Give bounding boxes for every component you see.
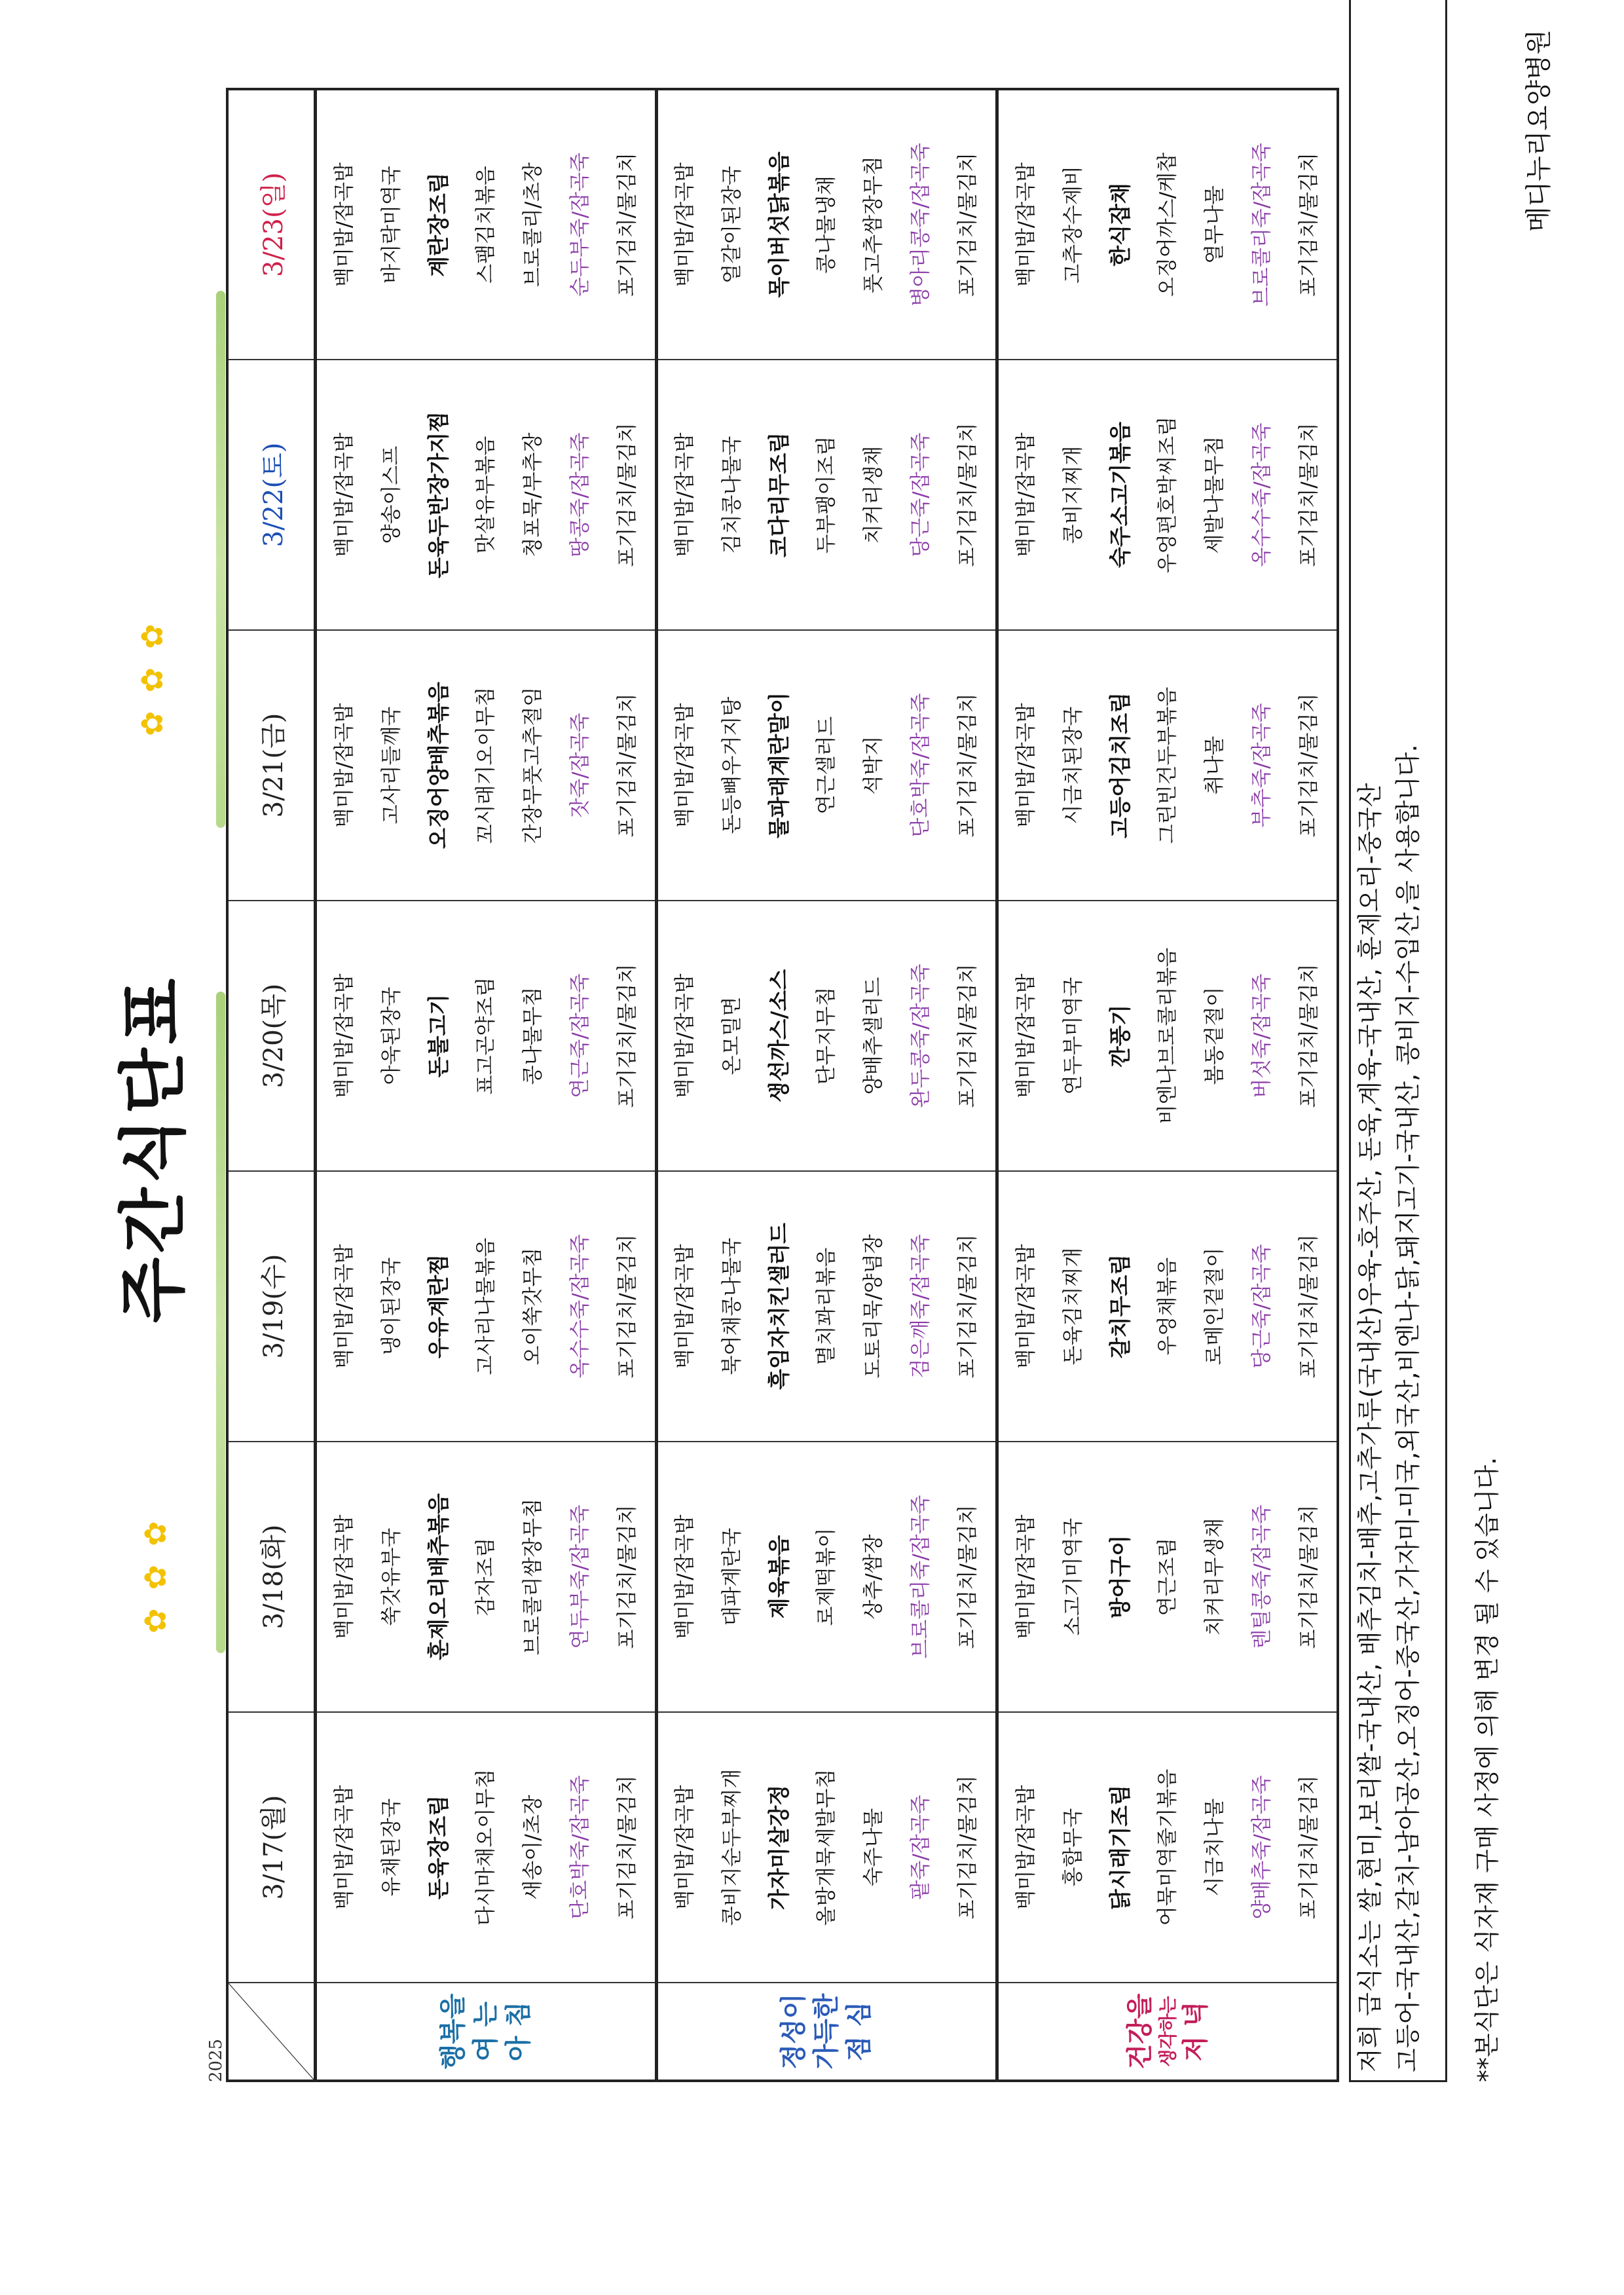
day-header: 3/17(월) — [227, 1712, 316, 1983]
flower-decoration-left — [138, 1502, 173, 1633]
main-dish: 돈육장조림 — [425, 1795, 451, 1900]
menu-item: 백미밥/잡곡밥 — [1014, 162, 1039, 288]
menu-item: 취나물 — [1203, 736, 1227, 795]
meal-label-line: 저 녁 — [1180, 2001, 1211, 2062]
dinner-label — [997, 1983, 1338, 2081]
menu-item: 포기김치/물김치 — [615, 963, 639, 1108]
menu-item: 양배추샐러드 — [862, 977, 886, 1095]
breakfast-row — [316, 89, 657, 2081]
lunch-row — [656, 89, 997, 2081]
menu-item: 다시마채오이무침 — [473, 1768, 498, 1926]
menu-item: 대파계란국 — [720, 1527, 745, 1626]
menu-item: 포기김치/물김치 — [615, 1234, 639, 1379]
menu-item: 포기김치/물김치 — [615, 1775, 639, 1920]
weekly-menu-table — [226, 88, 1339, 2082]
menu-item: 포기김치/물김치 — [615, 422, 639, 567]
menu-item: 포기김치/물김치 — [956, 152, 980, 297]
porridge-item: 당근죽/잡곡죽 — [909, 432, 933, 557]
menu-item: 백미밥/잡곡밥 — [1014, 432, 1039, 557]
menu-item: 포기김치/물김치 — [956, 963, 980, 1108]
menu-item: 백미밥/잡곡밥 — [673, 1785, 697, 1910]
day-header-sunday: 3/23(일) — [227, 89, 316, 360]
menu-item: 온모밀면 — [720, 996, 745, 1075]
menu-item: 숙주나물 — [862, 1808, 886, 1887]
menu-item: 포기김치/물김치 — [956, 1504, 980, 1649]
menu-cell — [316, 1712, 657, 1983]
porridge-item: 버섯죽/잡곡죽 — [1250, 973, 1274, 1098]
menu-item: 청포묵/부추장 — [521, 432, 545, 557]
main-dish: 갈치무조림 — [1107, 1254, 1134, 1359]
menu-item: 포기김치/물김치 — [1297, 693, 1321, 838]
main-dish: 물파래계란말이 — [766, 692, 792, 839]
menu-change-notice: **본식단은 식자재 구매 사정에 의해 변경 될 수 있습니다. — [1473, 1457, 1502, 2082]
flower-icon: ✿ — [138, 1564, 173, 1590]
menu-item: 상추/쌈장 — [862, 1534, 886, 1620]
menu-item: 올방개묵세발무침 — [815, 1768, 839, 1926]
origin-notes — [1349, 0, 1447, 2082]
menu-item: 표고곤약조림 — [473, 977, 498, 1095]
menu-item: 쑥갓유부국 — [379, 1527, 403, 1626]
menu-item: 포기김치/물김치 — [1297, 963, 1321, 1108]
menu-item: 간장무풋고추절임 — [521, 686, 545, 844]
menu-item: 연근샐러드 — [815, 716, 839, 815]
menu-item: 유채된장국 — [379, 1798, 403, 1897]
porridge-item: 브로콜리죽/잡곡죽 — [1250, 143, 1274, 307]
porridge-item: 부추죽/잡곡죽 — [1250, 703, 1274, 828]
menu-item: 도토리묵/양념장 — [862, 1234, 886, 1379]
menu-item: 백미밥/잡곡밥 — [332, 432, 356, 557]
menu-item: 시금치된장국 — [1061, 706, 1086, 825]
grass-decoration-right — [216, 291, 225, 828]
menu-item: 멸치꽈리볶음 — [815, 1247, 839, 1366]
meal-label-line: 정성이 — [779, 1993, 809, 2070]
porridge-item: 연두부죽/잡곡죽 — [568, 1504, 592, 1649]
menu-item: 백미밥/잡곡밥 — [673, 703, 697, 828]
hospital-name: 메디누리요양병원 — [1524, 29, 1554, 232]
menu-item: 콩비지찌개 — [1061, 445, 1086, 544]
menu-item: 치커리무생채 — [1203, 1518, 1227, 1636]
menu-item: 백미밥/잡곡밥 — [1014, 703, 1039, 828]
menu-item: 로메인겉절이 — [1203, 1247, 1227, 1366]
main-dish: 숙주소고기볶음 — [1107, 421, 1134, 569]
menu-item: 봄동겉절이 — [1203, 986, 1227, 1085]
menu-cell — [316, 360, 657, 630]
menu-item: 포기김치/물김치 — [1297, 1504, 1321, 1649]
menu-item: 치커리생채 — [862, 445, 886, 544]
menu-item: 아욱된장국 — [379, 986, 403, 1085]
menu-item: 그린빈건두부볶음 — [1156, 686, 1180, 844]
meal-label-line: 여 는 — [470, 2001, 501, 2062]
menu-item: 바지락미역국 — [379, 166, 403, 284]
menu-item: 어묵미역줄기볶음 — [1156, 1768, 1180, 1926]
porridge-item: 연근죽/잡곡죽 — [568, 973, 592, 1098]
flower-decoration-right — [134, 605, 170, 736]
main-dish: 닭시래기조림 — [1107, 1784, 1134, 1911]
menu-item: 고사리들깨국 — [379, 706, 403, 825]
main-dish: 코다리무조림 — [766, 432, 792, 558]
menu-item: 세발나물무침 — [1203, 436, 1227, 554]
menu-item: 백미밥/잡곡밥 — [1014, 973, 1039, 1098]
menu-item: 브로콜리/초장 — [521, 162, 545, 288]
menu-item: 포기김치/물김치 — [1297, 422, 1321, 567]
menu-cell — [316, 630, 657, 901]
menu-cell — [997, 360, 1338, 630]
menu-item: 우엉편호박씨조림 — [1156, 416, 1180, 574]
menu-item: 백미밥/잡곡밥 — [332, 973, 356, 1098]
menu-cell — [656, 901, 997, 1171]
menu-item: 포기김치/물김치 — [1297, 152, 1321, 297]
page-title: 주간식단표 — [113, 974, 193, 1324]
meal-label-line: 점 심 — [844, 2001, 875, 2062]
day-header-row — [227, 89, 316, 2081]
menu-item: 맛살유부볶음 — [473, 436, 498, 554]
menu-item: 포기김치/물김치 — [956, 1775, 980, 1920]
dinner-row — [997, 89, 1338, 2081]
main-dish: 방어구이 — [1107, 1535, 1134, 1619]
menu-item: 포기김치/물김치 — [956, 1234, 980, 1379]
menu-item: 포기김치/물김치 — [615, 1504, 639, 1649]
origin-line: 고등어-국내산,갈치-남아공산,오징어-중국산,가자미-미국,외국산,비엔나-닭,돼지고기-국내산, 콩비지-수입산,을 사용합니다. — [1393, 744, 1422, 2072]
menu-item: 포기김치/물김치 — [615, 152, 639, 297]
menu-item: 석박지 — [862, 736, 886, 795]
menu-cell — [997, 630, 1338, 901]
porridge-item: 단호박죽/잡곡죽 — [568, 1775, 592, 1920]
menu-item: 백미밥/잡곡밥 — [332, 162, 356, 288]
menu-item: 스팸김치볶음 — [473, 166, 498, 284]
day-header: 3/20(목) — [227, 901, 316, 1171]
porridge-item: 옥수수죽/잡곡죽 — [568, 1234, 592, 1379]
menu-cell — [656, 1712, 997, 1983]
menu-item: 단무지무침 — [815, 986, 839, 1085]
porridge-item: 잣죽/잡곡죽 — [568, 713, 592, 818]
menu-item: 풋고추쌈장무침 — [862, 156, 886, 293]
main-dish: 오징어양배추볶음 — [425, 681, 451, 849]
menu-item: 백미밥/잡곡밥 — [1014, 1785, 1039, 1910]
menu-item: 콩나물냉채 — [815, 176, 839, 274]
main-dish: 흑임자치킨샐러드 — [766, 1222, 792, 1390]
year-label: 2025 — [206, 2038, 226, 2082]
main-dish: 가자미살강정 — [766, 1784, 792, 1911]
menu-item: 백미밥/잡곡밥 — [332, 1244, 356, 1369]
menu-item: 비엔나브로콜리볶음 — [1156, 947, 1180, 1125]
menu-item: 백미밥/잡곡밥 — [1014, 1514, 1039, 1639]
porridge-item: 옥수수죽/잡곡죽 — [1250, 422, 1274, 567]
flower-icon: ✿ — [134, 667, 170, 693]
porridge-item: 양배추죽/잡곡죽 — [1250, 1775, 1274, 1920]
porridge-item: 브로콜리죽/잡곡죽 — [909, 1495, 933, 1659]
menu-item: 돈등뼈우거지탕 — [720, 696, 745, 834]
porridge-item: 순두부죽/잡곡죽 — [568, 152, 592, 297]
menu-item: 오징어까스/케찹 — [1156, 152, 1180, 297]
menu-cell — [997, 901, 1338, 1171]
flower-icon: ✿ — [134, 624, 170, 649]
meal-label-line: 행복을 — [437, 1993, 468, 2070]
day-header-saturday: 3/22(토) — [227, 360, 316, 630]
menu-item: 백미밥/잡곡밥 — [673, 973, 697, 1098]
corner-cell — [227, 1983, 316, 2081]
menu-cell — [656, 360, 997, 630]
main-dish: 제육볶음 — [766, 1535, 792, 1619]
menu-cell — [997, 89, 1338, 360]
menu-item: 오이쑥갓무침 — [521, 1247, 545, 1366]
menu-cell — [656, 1171, 997, 1442]
main-dish: 한식잡채 — [1107, 183, 1134, 267]
meal-label-line: 가득한 — [811, 1993, 842, 2070]
menu-item: 우엉채볶음 — [1156, 1257, 1180, 1356]
flower-icon: ✿ — [134, 711, 170, 736]
menu-item: 백미밥/잡곡밥 — [673, 432, 697, 557]
menu-item: 백미밥/잡곡밥 — [332, 1514, 356, 1639]
menu-item: 포기김치/물김치 — [956, 693, 980, 838]
menu-item: 백미밥/잡곡밥 — [1014, 1244, 1039, 1369]
flower-icon: ✿ — [138, 1608, 173, 1633]
menu-item: 고사리나물볶음 — [473, 1237, 498, 1375]
menu-item: 냉이된장국 — [379, 1257, 403, 1356]
origin-line: 저희 급식소는 쌀,현미,보리쌀-국내산, 배추김치-배추,고추가루(국내산)우육-호주산, 돈육,계육-국내산, 훈제오리-중국산 — [1356, 783, 1384, 2072]
menu-item: 로제떡볶이 — [815, 1527, 839, 1626]
menu-item: 백미밥/잡곡밥 — [673, 162, 697, 288]
menu-cell — [997, 1171, 1338, 1442]
main-dish: 돈불고기 — [425, 994, 451, 1078]
menu-item: 브로콜리쌈장무침 — [521, 1498, 545, 1656]
menu-cell — [656, 630, 997, 901]
porridge-item: 완두콩죽/잡곡죽 — [909, 963, 933, 1108]
menu-item: 시금치나물 — [1203, 1798, 1227, 1897]
menu-item: 김치콩나물국 — [720, 436, 745, 554]
menu-item: 감자조림 — [473, 1537, 498, 1616]
menu-cell — [316, 89, 657, 360]
menu-item: 백미밥/잡곡밥 — [673, 1514, 697, 1639]
menu-item: 얼갈이된장국 — [720, 166, 745, 284]
menu-item: 소고기미역국 — [1061, 1518, 1086, 1636]
menu-item: 홍합무국 — [1061, 1808, 1086, 1887]
menu-item: 북어채콩나물국 — [720, 1237, 745, 1375]
menu-item: 새송이/초장 — [521, 1795, 545, 1900]
menu-item: 백미밥/잡곡밥 — [332, 703, 356, 828]
menu-item: 포기김치/물김치 — [1297, 1234, 1321, 1379]
menu-item: 콩나물무침 — [521, 986, 545, 1085]
porridge-item: 검은깨죽/잡곡죽 — [909, 1234, 933, 1379]
menu-cell — [997, 1442, 1338, 1712]
porridge-item: 단호박죽/잡곡죽 — [909, 693, 933, 838]
breakfast-label — [316, 1983, 657, 2081]
menu-item: 두부팽이조림 — [815, 436, 839, 554]
porridge-item: 땅콩죽/잡곡죽 — [568, 432, 592, 557]
menu-cell — [316, 901, 657, 1171]
porridge-item: 팥죽/잡곡죽 — [909, 1795, 933, 1900]
menu-item: 고추장수제비 — [1061, 166, 1086, 284]
meal-label-line: 아 침 — [503, 2001, 534, 2062]
main-dish: 깐풍기 — [1107, 1004, 1134, 1068]
menu-item: 포기김치/물김치 — [1297, 1775, 1321, 1920]
main-dish: 돈육두반장가지찜 — [425, 411, 451, 579]
menu-item: 연근조림 — [1156, 1537, 1180, 1616]
menu-item: 양송이스프 — [379, 445, 403, 544]
porridge-item: 병아리콩죽/잡곡죽 — [909, 143, 933, 307]
meal-label-line: 생각하는 — [1156, 1996, 1179, 2067]
menu-cell — [656, 89, 997, 360]
menu-item: 콩비지순두부찌개 — [720, 1768, 745, 1926]
porridge-item: 당근죽/잡곡죽 — [1250, 1244, 1274, 1369]
menu-item: 포기김치/물김치 — [956, 422, 980, 567]
main-dish: 우유계란찜 — [425, 1254, 451, 1359]
menu-item: 포기김치/물김치 — [615, 693, 639, 838]
main-dish: 훈제오리배추볶음 — [425, 1493, 451, 1661]
porridge-item: 렌틸콩죽/잡곡죽 — [1250, 1504, 1274, 1649]
menu-item: 돈육김치찌개 — [1061, 1247, 1086, 1366]
day-header: 3/21(금) — [227, 630, 316, 901]
main-dish: 고등어김치조림 — [1107, 692, 1134, 839]
main-dish: 생선까스/소스 — [766, 969, 792, 1103]
grass-decoration-left — [216, 992, 225, 1653]
menu-cell — [997, 1712, 1338, 1983]
menu-item: 열무나물 — [1203, 185, 1227, 264]
menu-item: 연두부미역국 — [1061, 977, 1086, 1095]
menu-item: 백미밥/잡곡밥 — [673, 1244, 697, 1369]
meal-label-line: 건강을 — [1124, 1993, 1155, 2070]
day-header: 3/18(화) — [227, 1442, 316, 1712]
menu-item: 꼬시래기오이무침 — [473, 686, 498, 844]
menu-item: 백미밥/잡곡밥 — [332, 1785, 356, 1910]
menu-cell — [316, 1171, 657, 1442]
lunch-label — [656, 1983, 997, 2081]
main-dish: 목이버섯닭볶음 — [766, 151, 792, 298]
menu-cell — [316, 1442, 657, 1712]
day-header: 3/19(수) — [227, 1171, 316, 1442]
menu-cell — [656, 1442, 997, 1712]
flower-icon: ✿ — [138, 1521, 173, 1546]
main-dish: 계란장조림 — [425, 172, 451, 277]
